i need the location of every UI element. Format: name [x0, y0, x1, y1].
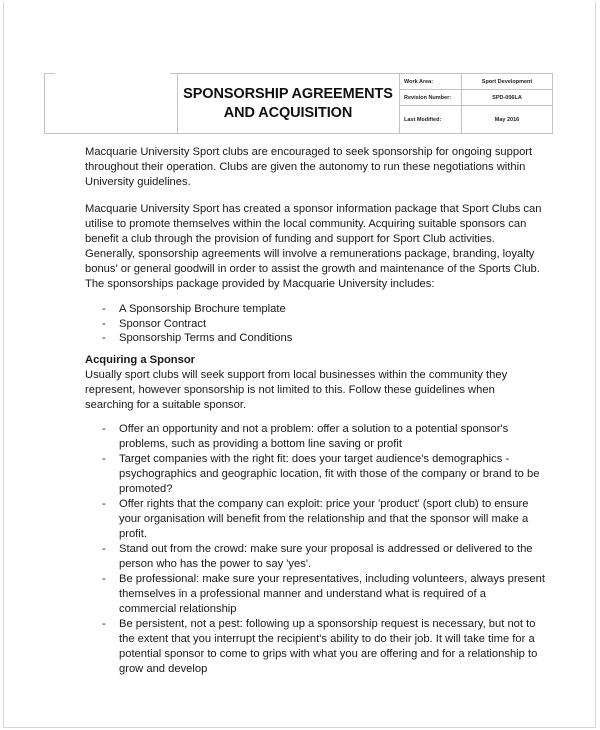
list-item	[85, 317, 292, 332]
dash-bullet-icon: -	[102, 618, 106, 630]
package-paragraph: Macquarie University Sport has created a sponsor information package that Sport Clubs can utilise to promote themselves within the local community. Acquiring suitable sponsors can benefit a club through the provision of funding and support for Sport Club activities. Generally, sponsorship agreements will involve a remunerations package, branding, loyalty bonus' or general goodwill in order to assist the growth and maintenance of the Sports Club. The sponsorships package provided by Macquarie University includes:	[85, 203, 542, 290]
list-item-text: Offer rights that the company can exploit: price your 'product' (sport club) to ensure your organisation will benefit from the relationship and that the sponsor will make a profit.	[119, 498, 529, 540]
list-item	[85, 542, 545, 572]
logo-cell	[45, 74, 178, 133]
list-item-text: Offer an opportunity and not a problem: offer a solution to a potential sponsor's problems, such as providing a bottom line saving or profit	[119, 423, 509, 450]
header-table	[44, 73, 553, 134]
meta-row-work-area	[400, 74, 552, 90]
meta-label: Revision Number:	[400, 90, 462, 105]
dash-bullet-icon: -	[102, 498, 106, 510]
list-item	[85, 572, 545, 617]
dash-bullet-icon: -	[102, 543, 106, 555]
dash-bullet-icon: -	[102, 423, 106, 435]
meta-value: SPD-006LA	[492, 94, 522, 101]
meta-row-revision	[400, 90, 552, 106]
list-item-text: Stand out from the crowd: make sure your proposal is addressed or delivered to the person who has the power to say 'yes'.	[119, 543, 533, 570]
document-page	[3, 2, 596, 728]
meta-label: Work Area:	[400, 74, 462, 89]
meta-value: May 2016	[494, 116, 520, 123]
dash-bullet-icon: -	[102, 573, 106, 585]
list-item	[85, 452, 545, 497]
meta-table	[400, 74, 552, 133]
dash-bullet-icon: -	[102, 332, 106, 344]
list-item	[85, 422, 545, 452]
dash-bullet-icon: -	[102, 317, 106, 330]
section-heading: Acquiring a Sponsor	[85, 354, 196, 366]
guidelines-list	[85, 422, 545, 677]
list-item-text: Sponsor Contract	[119, 317, 207, 330]
list-item	[85, 331, 292, 346]
list-item	[85, 497, 545, 542]
list-item-text: Be professional: make sure your representatives, including volunteers, always present themselves in a professional manner and understand what is required of a commercial relationship	[119, 573, 545, 615]
meta-row-last-modified	[400, 106, 552, 133]
package-list	[85, 302, 292, 346]
section-paragraph: Usually sport clubs will seek support from local businesses within the community they represent, however sponsorship is not limited to this. Follow these guidelines when searching for a suitable sponsor.	[85, 369, 508, 411]
meta-label: Last Modified:	[400, 106, 462, 133]
intro-paragraph: Macquarie University Sport clubs are encouraged to seek sponsorship for ongoing support throughout their operation. Clubs are given the autonomy to run these negotiations within University guidelines.	[85, 146, 533, 188]
acquiring-section	[85, 353, 545, 413]
list-item	[85, 617, 545, 677]
dash-bullet-icon: -	[102, 303, 106, 315]
document-title	[183, 85, 393, 123]
list-item-text: Target companies with the right fit: does your target audience's demographics - psychographics and geographic location, fit with those of the company or brand to be promoted?	[119, 453, 540, 495]
list-item-text: A Sponsorship Brochure template	[119, 303, 286, 315]
list-item-text: Be persistent, not a pest: following up a sponsorship request is necessary, but not to the extent that you interrupt the recipient's ability to do their job. It will take time for a potential sponsor to come to grips with what you are offering and for a relationship to grow and develop	[119, 618, 538, 675]
meta-value: Sport Development	[481, 78, 533, 85]
title-line-2: AND ACQUISITION	[223, 104, 353, 121]
list-item-text: Sponsorship Terms and Conditions	[119, 332, 293, 344]
title-cell	[177, 74, 400, 133]
list-item	[85, 302, 292, 317]
dash-bullet-icon: -	[102, 453, 106, 465]
title-line-1: SPONSORSHIP AGREEMENTS	[183, 85, 393, 102]
